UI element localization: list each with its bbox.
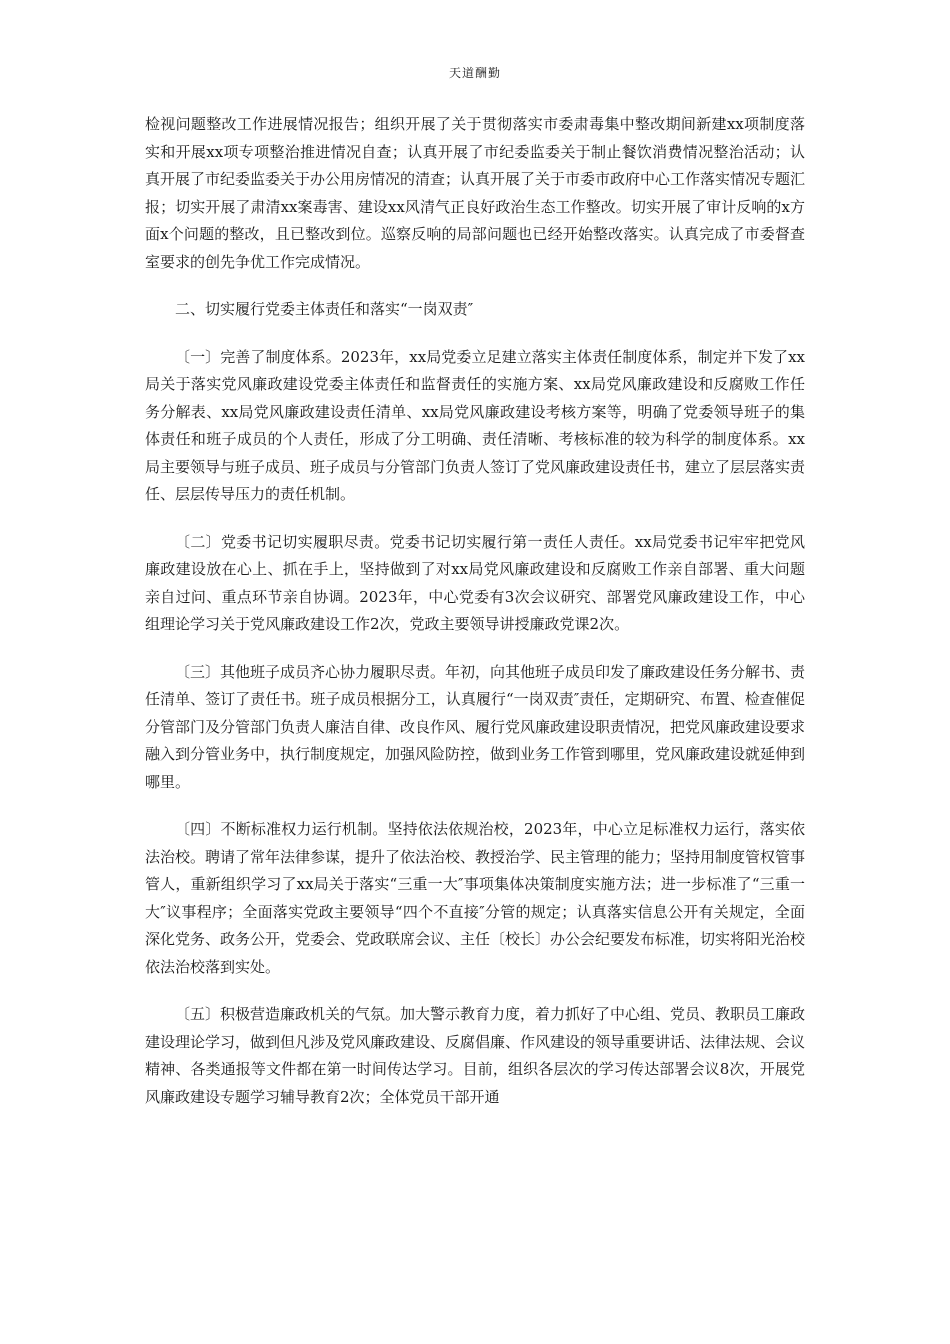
paragraph-item-2: 〔二〕党委书记切实履职尽责。党委书记切实履行第一责任人责任。xx局党委书记牢牢把党风廉政建设放在心上、抓在手上，坚持做到了对xx局党风廉政建设和反腐败工作亲自部署、重大问题亲自过问、重点环节亲自协调。2023年，中心党委有3次会议研究、部署党风廉政建设工作，中心组理论学习关于党风廉政建设工作2次，党政主要领导讲授廉政党课2次。 [145,532,805,633]
paragraph-item-4: 〔四〕不断标准权力运行机制。坚持依法依规治校，2023年，中心立足标准权力运行，落实依法治校。聘请了常年法律参谋，提升了依法治校、教授治学、民主管理的能力；坚持用制度管权管事管人，重新组织学习了xx局关于落实“三重一大″事项集体决策制度实施方法；进一步标准了“三重一大″议事程序；全面落实党政主要领导“四个不直接″分管的规定；认真落实信息公开有关规定，全面深化党务、政务公开，党委会、党政联席会议、主任〔校长〕办公会纪要发布标准，切实将阳光治校依法治校落到实处。 [145,820,806,976]
paragraph-item-3: 〔三〕其他班子成员齐心协力履职尽责。年初，向其他班子成员印发了廉政建设任务分解书、责任清单、签订了责任书。班子成员根据分工，认真履行“一岗双责″责任，定期研究、布置、检查催促分管部门及分管部门负责人廉洁自律、改良作风、履行党风廉政建设职责情况，把党风廉政建设要求融入到分管业务中，执行制度规定，加强风险防控，做到业务工作管到哪里，党风廉政建设就延伸到哪里。 [145,662,806,791]
paragraph-item-5: 〔五〕积极营造廉政机关的气氛。加大警示教育力度，着力抓好了中心组、党员、教职员工廉政建设理论学习，做到但凡涉及党风廉政建设、反腐倡廉、作风建设的领导重要讲话、法律法规、会议精神、各类通报等文件都在第一时间传达学习。目前，组织各层次的学习传达部署会议8次，开展党风廉政建设专题学习辅导教育2次；全体党员干部开通 [145,1005,806,1106]
section-heading: 二、切实履行党委主体责任和落实“一岗双责″ [175,300,474,318]
paragraph-continuation: 检视问题整改工作进展情况报告；组织开展了关于贯彻落实市委肃毒集中整改期间新建xx项制度落实和开展xx项专项整治推进情况自查；认真开展了市纪委监委关于制止餐饮消费情况整治活动；认真开展了市纪委监委关于办公用房情况的清查；认真开展了关于市委市政府中心工作落实情况专题汇报；切实开展了肃清xx案毒害、建设xx风清气正良好政治生态工作整改。切实开展了审计反响的x方面x个问题的整改，且已整改到位。巡察反响的局部问题也已经开始整改落实。认真完成了市委督查室要求的创先争优工作完成情况。 [145,115,806,271]
page-header: 天道酬勤 [448,66,501,80]
paragraph-item-1: 〔一〕完善了制度体系。2023年，xx局党委立足建立落实主体责任制度体系，制定并下发了xx局关于落实党风廉政建设党委主体责任和监督责任的实施方案、xx局党风廉政建设和反腐败工作任务分解表、xx局党风廉政建设责任清单、xx局党风廉政建设考核方案等，明确了党委领导班子的集体责任和班子成员的个人责任，形成了分工明确、责任清晰、考核标准的较为科学的制度体系。xx局主要领导与班子成员、班子成员与分管部门负责人签订了党风廉政建设责任书，建立了层层落实责任、层层传导压力的责任机制。 [145,347,806,503]
document-body [145,111,805,1131]
